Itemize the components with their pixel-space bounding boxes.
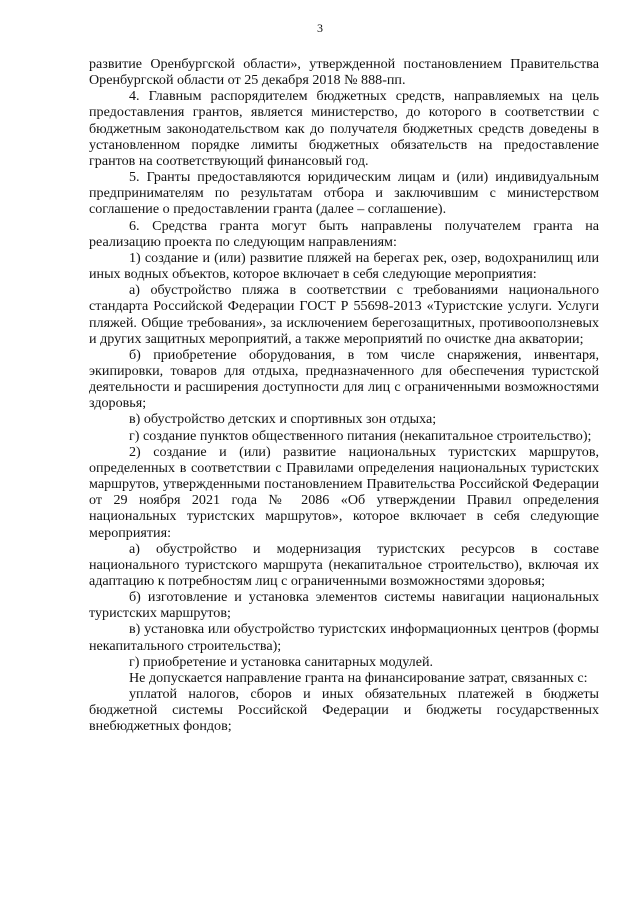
- paragraph-direction-1-b: б) приобретение оборудования, в том числе снаряжения, инвентаря, экипировки, товаров для отдыха, предназначенного для обеспечения туристской деятельности и расширения доступности для лиц с ограниченными возможностями здоровья;: [89, 346, 599, 412]
- paragraph-item-5: 5. Гранты предоставляются юридическим лицам и (или) индивидуальным предпринимателям по результатам отбора и заключившим с министерством соглашение о предоставлении гранта (далее – соглашение).: [89, 169, 599, 218]
- paragraph-direction-2-g: г) приобретение и установка санитарных модулей.: [129, 653, 434, 670]
- paragraph-direction-1-a: а) обустройство пляжа в соответствии с требованиями национального стандарта Российской Федерации ГОСТ Р 55698-2013 «Туристские услуги. Услуги пляжей. Общие требования», за исключением берегозащитных, противооползневых и других защитных мероприятий, а также мероприятий по очистке дна акватории;: [89, 282, 599, 347]
- paragraph-direction-1-v: в) обустройство детских и спортивных зон отдыха;: [129, 411, 437, 428]
- paragraph-direction-2-a: а) обустройство и модернизация туристских ресурсов в составе национального туристского маршрута (некапитальное строительство), включая их адаптацию к потребностям лиц с ограниченными возможностями здоровья;: [89, 540, 599, 589]
- paragraph-direction-2-v: в) установка или обустройство туристских информационных центров (формы некапитального строительства);: [89, 621, 599, 654]
- paragraph-restriction-taxes: уплатой налогов, сборов и иных обязательных платежей в бюджеты бюджетной системы Российской Федерации и бюджеты государственных внебюджетных фондов;: [89, 686, 599, 735]
- page-number: 3: [317, 21, 323, 35]
- document-body: [89, 56, 599, 735]
- paragraph-direction-2-b: б) изготовление и установка элементов системы навигации национальных туристских маршрутов;: [89, 589, 599, 622]
- paragraph-item-6: 6. Средства гранта могут быть направлены получателем гранта на реализацию проекта по следующим направлениям:: [89, 217, 599, 250]
- paragraph-restriction-intro: Не допускается направление гранта на финансирование затрат, связанных с:: [129, 669, 588, 686]
- paragraph-direction-1-g: г) создание пунктов общественного питания (некапитальное строительство);: [129, 427, 592, 444]
- paragraph-direction-1: 1) создание и (или) развитие пляжей на берегах рек, озер, водохранилищ или иных водных объектов, которое включает в себя следующие мероприятия:: [89, 249, 599, 283]
- paragraph-item-4: 4. Главным распорядителем бюджетных средств, направляемых на цель предоставления грантов, является министерство, до которого в соответствии с бюджетным законодательством как до получателя бюджетных средств доведены в установленном порядке лимиты бюджетных обязательств на предоставление грантов на соответствующий финансовый год.: [89, 88, 599, 169]
- paragraph-direction-2: 2) создание и (или) развитие национальных туристских маршрутов, определенных в соответствии с Правилами определения национальных туристских маршрутов, утвержденными постановлением Правительства Российской Федерации от 29 ноября 2021 года № 2086 «Об утверждении Правил определения национальных туристских маршрутов», которое включает в себя следующие мероприятия:: [89, 443, 599, 541]
- paragraph-continuation: развитие Оренбургской области», утвержденной постановлением Правительства Оренбургской области от 25 декабря 2018 № 888-пп.: [89, 56, 599, 89]
